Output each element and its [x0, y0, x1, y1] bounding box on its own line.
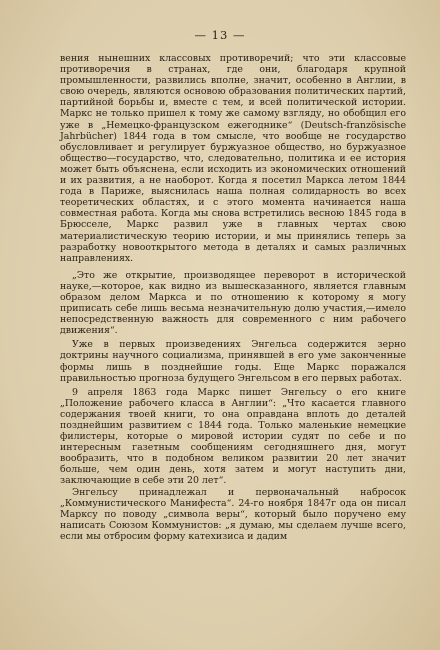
paragraph-4: 9 апреля 1863 года Маркс пишет Энгельсу о его книге „Положение рабочего класса в Англии“: „Что касается главного содержания твоей книги, то она оправдана вплоть до деталей позднейшим развитием с 1844 года. Только маленькие немецкие филистеры, которые о мировой истории судят по себе и по интересным газетным сообщениям сегодняшнего дня, могут вообразить, что в подобном великом развитии 20 лет значит больше, чем один день, хотя затем и могут наступить дни, заключающие в себе эти 20 лет“. — [60, 386, 406, 487]
paragraph-quote: „Это же открытие, производящее переворот в исторической науке,—которое, как видно из вышесказанного, является главным образом делом Маркса и по отношению к которому я могу приписать себе лишь весьма незначительную долю участия,—имело непосредственную важность для современного с ним рабочего движения“. — [60, 269, 406, 337]
paragraph-5: Энгельсу принадлежал и первоначальный набросок „Коммунистического Манифеста“. 24-го ноября 1847г ода он писал Марксу по поводу „символа веры“, который было поручено ему написать Союзом Коммунистов: „я думаю, мы сделаем лучше всего, если мы отбросим форму катехизиса и дадим — [60, 486, 406, 542]
paragraph-1: вения нынешних классовых противоречий; что эти классовые противоречия в странах, где они, благодаря крупной промышленности, развились вполне, значит, особенно в Англии, в свою очередь, являются основою образования политических партий, партийной борьбы и, вместе с тем, и всей политической истории. Маркс не только пришел к тому же самому взгляду, но обобщил его уже в „Немецко-французском ежегоднике“ (Deutsch-französische Jahrbücher) 1844 года в том смысле, что вообще не государство обусловливает и регулирует буржуазное общество, но буржуазное общество—государство, что, следовательно, политика и ее история может быть объяснена, если исходить из экономических отношений и их развития, а не наоборот. Когда я посетил Маркса летом 1844 года в Париже, выяснилась наша полная солидарность во всех теоретических областях, и с этого момента начинается наша совместная работа. Когда мы снова встретились весною 1845 года в Брюсселе, Маркс развил уже в главных чертах свою материалистическую теорию истории, и мы принялись теперь за разработку новооткрытого метода в деталях и самых различных направлениях. — [60, 53, 406, 264]
page-number: — 13 — — [194, 28, 246, 42]
body-text — [60, 53, 406, 542]
paragraph-3: Уже в первых произведениях Энгельса содержится зерно доктрины научного социализма, принявшей в его уме законченные формы лишь в позднейшие годы. Еще Маркс поражался правильностью прогноза будущего Энгельсом в его первых работах. — [60, 339, 406, 384]
